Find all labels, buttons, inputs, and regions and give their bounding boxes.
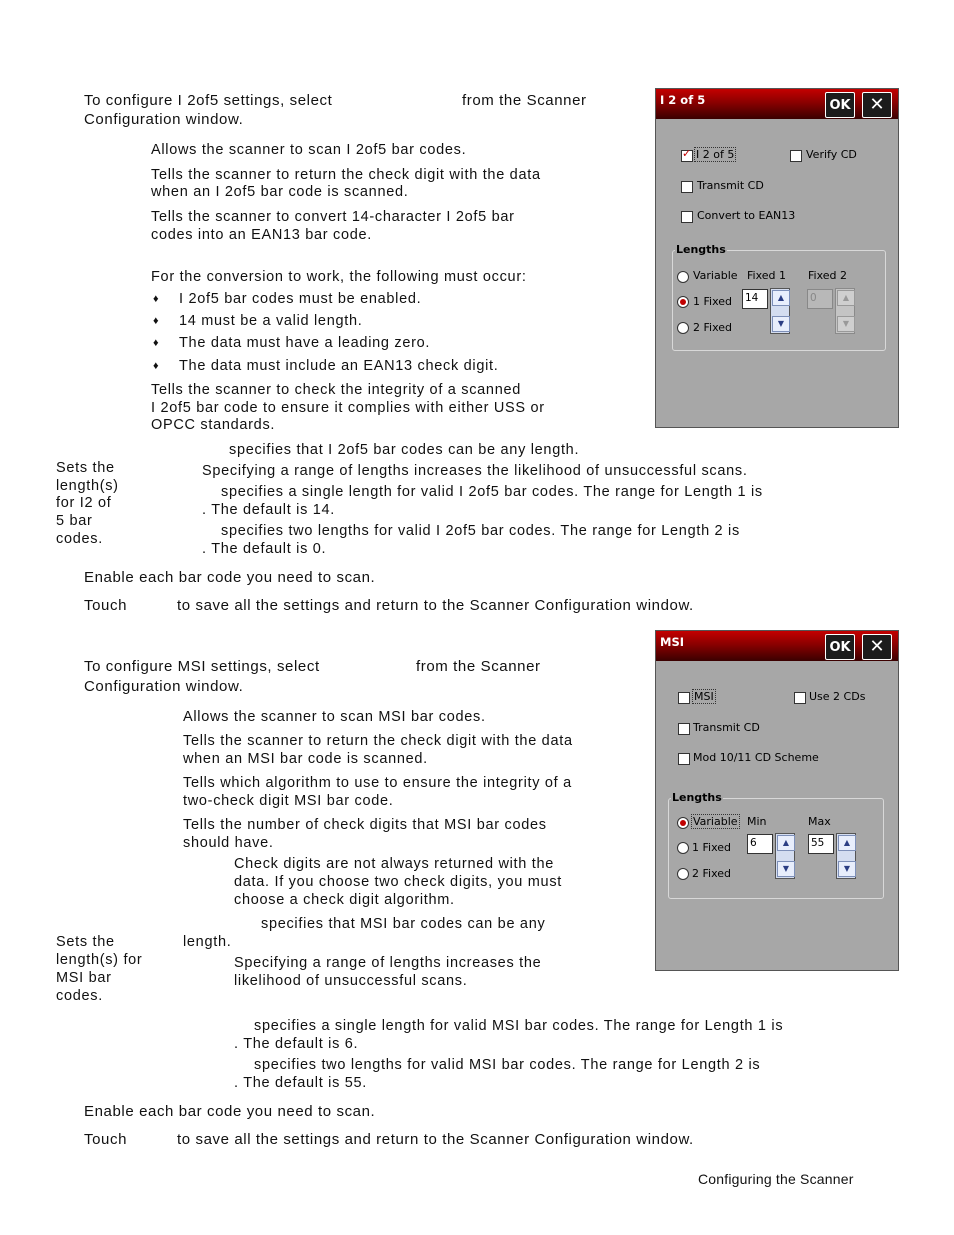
spin-up-icon[interactable]: ▲ — [777, 835, 795, 851]
side-note-line: codes. — [56, 988, 103, 1004]
max-column-label: Max — [808, 815, 831, 828]
bullet-icon: ♦ — [153, 360, 159, 372]
i2of5-checkbox[interactable] — [681, 150, 693, 162]
variable-radio[interactable] — [677, 817, 689, 829]
msi-len-fixed2-b: . The default is 55. — [234, 1075, 368, 1091]
spin-up-icon: ▲ — [837, 290, 855, 306]
spin-down-icon[interactable]: ▼ — [777, 861, 795, 877]
step-enable: Enable each bar code you need to scan. — [84, 569, 376, 586]
i2of5-desc-enable: Allows the scanner to scan I 2of5 bar codes. — [151, 142, 467, 158]
msi-note-2: data. If you choose two check digits, you must — [234, 874, 562, 890]
min-input[interactable]: 6 — [747, 834, 773, 854]
msi-len-fixed2: specifies two lengths for valid MSI bar codes. The range for Length 2 is — [254, 1057, 761, 1073]
step-touch-b: to save all the settings and return to the Scanner Configuration window. — [177, 597, 694, 614]
fixed1-spinner[interactable] — [770, 288, 790, 334]
fixed1-input[interactable]: 14 — [742, 289, 768, 309]
fixed2-radio-label[interactable]: 2 Fixed — [692, 867, 731, 880]
step-touch-b: to save all the settings and return to the Scanner Configuration window. — [177, 1131, 694, 1148]
i2of5-desc-verify-3: OPCC standards. — [151, 417, 276, 433]
side-note-line: 5 bar — [56, 513, 93, 529]
verify-cd-label[interactable]: Verify CD — [806, 148, 857, 161]
side-note-line: length(s) — [56, 478, 119, 494]
i2of5-dialog — [655, 88, 899, 428]
i2of5-desc-convert: Tells the scanner to convert 14-character I 2of5 bar — [151, 209, 515, 225]
fixed2-input: 0 — [807, 289, 833, 309]
msi-intro-c: Configuration window. — [84, 678, 244, 695]
dialog-title: MSI — [660, 635, 685, 649]
fixed2-radio[interactable] — [677, 322, 689, 334]
i2of5-desc-verify-2: I 2of5 bar code to ensure it complies with either USS or — [151, 400, 545, 416]
bullet-item: The data must have a leading zero. — [179, 335, 431, 351]
msi-len-note: Specifying a range of lengths increases the — [234, 955, 542, 971]
side-note-line: length(s) for — [56, 952, 143, 968]
spin-down-icon: ▼ — [837, 316, 855, 332]
msi-desc-transmit-2: when an MSI bar code is scanned. — [183, 751, 428, 767]
msi-len-fixed1: specifies a single length for valid MSI bar codes. The range for Length 1 is — [254, 1018, 784, 1034]
step-touch: Touch — [84, 1131, 128, 1148]
msi-dialog — [655, 630, 899, 971]
msi-note: Check digits are not always returned with the — [234, 856, 555, 872]
mod-10-11-checkbox[interactable] — [678, 753, 690, 765]
fixed1-radio[interactable] — [677, 842, 689, 854]
msi-desc-use2: Tells the number of check digits that MSI bar codes — [183, 817, 547, 833]
close-icon[interactable]: ✕ — [862, 634, 892, 660]
msi-desc-enable: Allows the scanner to scan MSI bar codes. — [183, 709, 486, 725]
bullet-item: I 2of5 bar codes must be enabled. — [179, 291, 422, 307]
fixed1-radio[interactable] — [677, 296, 689, 308]
step-touch: Touch — [84, 597, 128, 614]
fixed2-radio[interactable] — [677, 868, 689, 880]
transmit-cd-label[interactable]: Transmit CD — [697, 179, 764, 192]
title-bar — [656, 631, 898, 661]
i2of5-len-note: Specifying a range of lengths increases the likelihood of unsuccessful scans. — [202, 463, 748, 479]
lengths-group-label: Lengths — [672, 791, 722, 804]
lengths-group-label: Lengths — [676, 243, 726, 256]
fixed1-column-label: Fixed 1 — [747, 269, 786, 282]
msi-desc-transmit: Tells the scanner to return the check digit with the data — [183, 733, 573, 749]
msi-checkbox[interactable] — [678, 692, 690, 704]
i2of5-len-variable: specifies that I 2of5 bar codes can be any length. — [229, 442, 580, 458]
i2of5-intro: To configure I 2of5 settings, select — [84, 92, 333, 109]
conversion-intro: For the conversion to work, the following must occur: — [151, 269, 527, 285]
msi-len-note-2: likelihood of unsuccessful scans. — [234, 973, 468, 989]
msi-intro-b: from the Scanner — [416, 658, 541, 675]
bullet-icon: ♦ — [153, 337, 159, 349]
mod-10-11-label[interactable]: Mod 10/11 CD Scheme — [693, 751, 819, 764]
msi-len-fixed1-b: . The default is 6. — [234, 1036, 359, 1052]
max-input[interactable]: 55 — [808, 834, 834, 854]
step-enable: Enable each bar code you need to scan. — [84, 1103, 376, 1120]
close-icon[interactable]: ✕ — [862, 92, 892, 118]
max-spinner[interactable] — [836, 833, 856, 879]
min-spinner[interactable] — [775, 833, 795, 879]
i2of5-len-fixed2-b: . The default is 0. — [202, 541, 327, 557]
msi-checkbox-label[interactable]: MSI — [694, 690, 714, 703]
msi-intro: To configure MSI settings, select — [84, 658, 320, 675]
i2of5-intro-b: from the Scanner — [462, 92, 587, 109]
title-bar — [656, 89, 898, 119]
side-note-line: codes. — [56, 531, 103, 547]
ok-button[interactable]: OK — [825, 634, 855, 660]
side-note-line: for I2 of — [56, 495, 112, 511]
side-note-line: Sets the — [56, 460, 115, 476]
msi-desc-mod: Tells which algorithm to use to ensure the integrity of a — [183, 775, 572, 791]
spin-up-icon[interactable]: ▲ — [838, 835, 856, 851]
bullet-icon: ♦ — [153, 293, 159, 305]
msi-len-variable: specifies that MSI bar codes can be any — [261, 916, 546, 932]
bullet-icon: ♦ — [153, 315, 159, 327]
msi-desc-use2-2: should have. — [183, 835, 274, 851]
bullet-item: The data must include an EAN13 check digit. — [179, 358, 499, 374]
convert-ean13-checkbox[interactable] — [681, 211, 693, 223]
spin-up-icon[interactable]: ▲ — [772, 290, 790, 306]
i2of5-len-fixed2: specifies two lengths for valid I 2of5 bar codes. The range for Length 2 is — [221, 523, 740, 539]
variable-radio[interactable] — [677, 271, 689, 283]
use-2-cds-label[interactable]: Use 2 CDs — [809, 690, 866, 703]
fixed1-radio-label[interactable]: 1 Fixed — [692, 841, 731, 854]
dialog-title: I 2 of 5 — [660, 93, 706, 107]
i2of5-len-fixed1: specifies a single length for valid I 2of5 bar codes. The range for Length 1 is — [221, 484, 763, 500]
ok-button[interactable]: OK — [825, 92, 855, 118]
i2of5-desc-verify: Tells the scanner to check the integrity of a scanned — [151, 382, 521, 398]
variable-radio-label[interactable]: Variable — [693, 815, 738, 828]
side-note-line: Sets the — [56, 934, 115, 950]
spin-down-icon[interactable]: ▼ — [838, 861, 856, 877]
i2of5-desc-transmit: Tells the scanner to return the check digit with the data — [151, 167, 541, 183]
page-footer: Configuring the Scanner — [698, 1171, 854, 1187]
transmit-cd-label[interactable]: Transmit CD — [693, 721, 760, 734]
bullet-item: 14 must be a valid length. — [179, 313, 363, 329]
fixed1-radio-label[interactable]: 1 Fixed — [693, 295, 732, 308]
fixed2-radio-label[interactable]: 2 Fixed — [693, 321, 732, 334]
verify-cd-checkbox[interactable] — [790, 150, 802, 162]
use-2-cds-checkbox[interactable] — [794, 692, 806, 704]
i2of5-desc-convert-2: codes into an EAN13 bar code. — [151, 227, 373, 243]
msi-note-3: choose a check digit algorithm. — [234, 892, 455, 908]
i2of5-intro-c: Configuration window. — [84, 111, 244, 128]
msi-desc-mod-2: two-check digit MSI bar code. — [183, 793, 394, 809]
i2of5-len-fixed1-b: . The default is 14. — [202, 502, 336, 518]
fixed2-spinner — [835, 288, 855, 334]
variable-radio-label[interactable]: Variable — [693, 269, 738, 282]
transmit-cd-checkbox[interactable] — [678, 723, 690, 735]
fixed2-column-label: Fixed 2 — [808, 269, 847, 282]
i2of5-desc-transmit-2: when an I 2of5 bar code is scanned. — [151, 184, 409, 200]
msi-len-variable-b: length. — [183, 934, 232, 950]
i2of5-checkbox-label[interactable]: I 2 of 5 — [696, 148, 735, 161]
spin-down-icon[interactable]: ▼ — [772, 316, 790, 332]
transmit-cd-checkbox[interactable] — [681, 181, 693, 193]
side-note-line: MSI bar — [56, 970, 112, 986]
min-column-label: Min — [747, 815, 767, 828]
convert-ean13-label[interactable]: Convert to EAN13 — [697, 209, 796, 222]
